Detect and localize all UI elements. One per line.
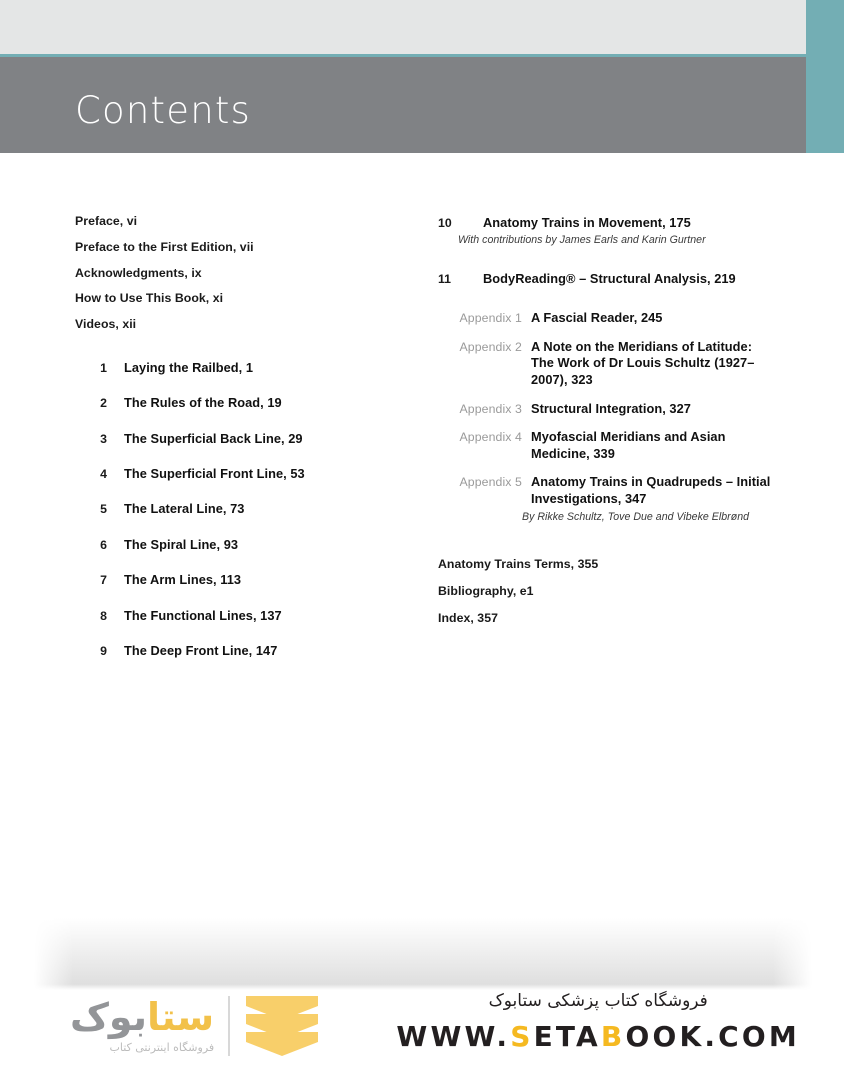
table-row[interactable] <box>75 501 405 517</box>
appendix-label: Appendix 3 <box>459 401 522 416</box>
chapter-title: Laying the Railbed, 1 <box>124 359 254 375</box>
chapter-number: 8 <box>100 608 107 623</box>
brand-url[interactable] <box>396 1020 800 1053</box>
front-matter-list <box>75 215 405 330</box>
list-item[interactable]: Anatomy Trains Terms, 355 <box>438 556 599 571</box>
table-row[interactable] <box>438 271 778 287</box>
table-row[interactable] <box>75 537 405 553</box>
chapter-title: The Superficial Front Line, 53 <box>124 466 305 482</box>
chapter-number: 9 <box>100 643 107 658</box>
brand-url-part1: WWW. <box>396 1019 511 1053</box>
chapter-number: 4 <box>100 467 107 482</box>
header-top-band <box>0 0 806 54</box>
appendix-title: A Fascial Reader, 245 <box>531 310 663 326</box>
chapter-title: Anatomy Trains in Movement, 175 <box>483 215 691 230</box>
list-item[interactable]: Preface to the First Edition, vii <box>75 239 254 254</box>
table-row[interactable] <box>75 608 405 624</box>
chapter-title: The Functional Lines, 137 <box>124 607 282 623</box>
chapter-list-left <box>75 360 405 659</box>
table-row[interactable] <box>438 310 778 327</box>
chapter-title: The Superficial Back Line, 29 <box>124 430 303 446</box>
logo-text <box>70 995 215 1054</box>
spacer <box>438 536 778 558</box>
brand-tagline-fa: فروشگاه کتاب پزشکی ستابوک <box>488 991 708 1011</box>
logo-divider <box>228 996 230 1056</box>
chapter-number: 11 <box>438 271 451 286</box>
brand-block <box>396 990 800 1053</box>
table-row[interactable] <box>438 215 778 248</box>
appendix-label: Appendix 2 <box>459 339 522 354</box>
list-item[interactable]: Acknowledgments, ix <box>75 265 202 280</box>
table-row[interactable] <box>438 401 778 418</box>
brand-url-part2: ETA <box>533 1019 601 1053</box>
list-item[interactable]: Bibliography, e1 <box>438 583 534 598</box>
logo-wordmark-grey: بوک <box>70 995 148 1039</box>
contents-right-column <box>438 215 778 638</box>
list-item[interactable]: Videos, xii <box>75 317 137 332</box>
chapter-number: 6 <box>100 537 107 552</box>
appendix-title: Anatomy Trains in Quadrupeds – Initial Investigations, 347 <box>531 474 771 507</box>
appendix-label: Appendix 1 <box>459 311 522 326</box>
appendix-authors: By Rikke Schultz, Tove Due and Vibeke Elbrønd <box>522 510 750 523</box>
appendix-title: Myofascial Meridians and Asian Medicine, 339 <box>531 429 726 461</box>
chapter-title: The Deep Front Line, 147 <box>124 642 278 658</box>
chapter-number: 10 <box>438 216 452 230</box>
table-row[interactable] <box>75 395 405 411</box>
table-row[interactable] <box>438 474 778 524</box>
spacer <box>438 301 778 310</box>
table-row[interactable] <box>75 572 405 588</box>
list-item[interactable]: How to Use This Book, xi <box>75 291 224 306</box>
chevron-mark-icon <box>244 994 320 1058</box>
header-teal-sidebar <box>806 0 844 153</box>
chapter-number: 5 <box>100 502 107 517</box>
logo-subtitle: فروشگاه اینترنتی کتاب <box>109 1041 215 1054</box>
table-row[interactable] <box>75 643 405 659</box>
spacer <box>75 344 405 360</box>
chapter-title: The Arm Lines, 113 <box>124 572 242 588</box>
chapter-number: 7 <box>100 573 107 588</box>
chapter-title: The Spiral Line, 93 <box>124 536 239 552</box>
table-row[interactable] <box>75 360 405 376</box>
back-matter-list <box>438 558 778 624</box>
logo-wordmark-gold: ستا <box>147 995 215 1039</box>
table-row[interactable] <box>75 466 405 482</box>
appendix-title: Structural Integration, 327 <box>531 400 691 416</box>
watermark-gradient-band <box>34 918 812 990</box>
appendix-title: A Note on the Meridians of Latitude: The Work of Dr Louis Schultz (1927–2007), 323 <box>531 338 755 387</box>
list-item[interactable]: Preface, vi <box>75 214 138 228</box>
appendix-label: Appendix 5 <box>459 475 522 490</box>
logo-wordmark <box>70 995 215 1039</box>
brand-url-b: B <box>600 1019 626 1053</box>
contents-left-column <box>75 215 405 678</box>
appendix-list <box>438 310 778 524</box>
chapter-title: The Lateral Line, 73 <box>124 501 245 517</box>
page-title: Contents <box>75 89 252 132</box>
chapter-title: The Rules of the Road, 19 <box>124 395 282 411</box>
site-footer <box>0 990 844 1080</box>
table-row[interactable] <box>75 431 405 447</box>
chapter-title: BodyReading® – Structural Analysis, 219 <box>483 270 736 286</box>
list-item[interactable]: Index, 357 <box>438 610 498 625</box>
brand-url-part3: OOK.COM <box>625 1019 800 1053</box>
table-row[interactable] <box>438 339 778 389</box>
appendix-label: Appendix 4 <box>459 430 522 445</box>
setabook-logo[interactable] <box>70 994 320 1058</box>
chapter-number: 1 <box>100 360 107 375</box>
chapter-list-right <box>438 215 778 287</box>
spacer <box>438 262 778 271</box>
table-row[interactable] <box>438 429 778 462</box>
chapter-number: 3 <box>100 431 107 446</box>
chapter-contributors: With contributions by James Earls and Karin Gurtner <box>458 234 706 247</box>
brand-url-s: S <box>510 1019 534 1053</box>
chapter-number: 2 <box>100 396 107 411</box>
